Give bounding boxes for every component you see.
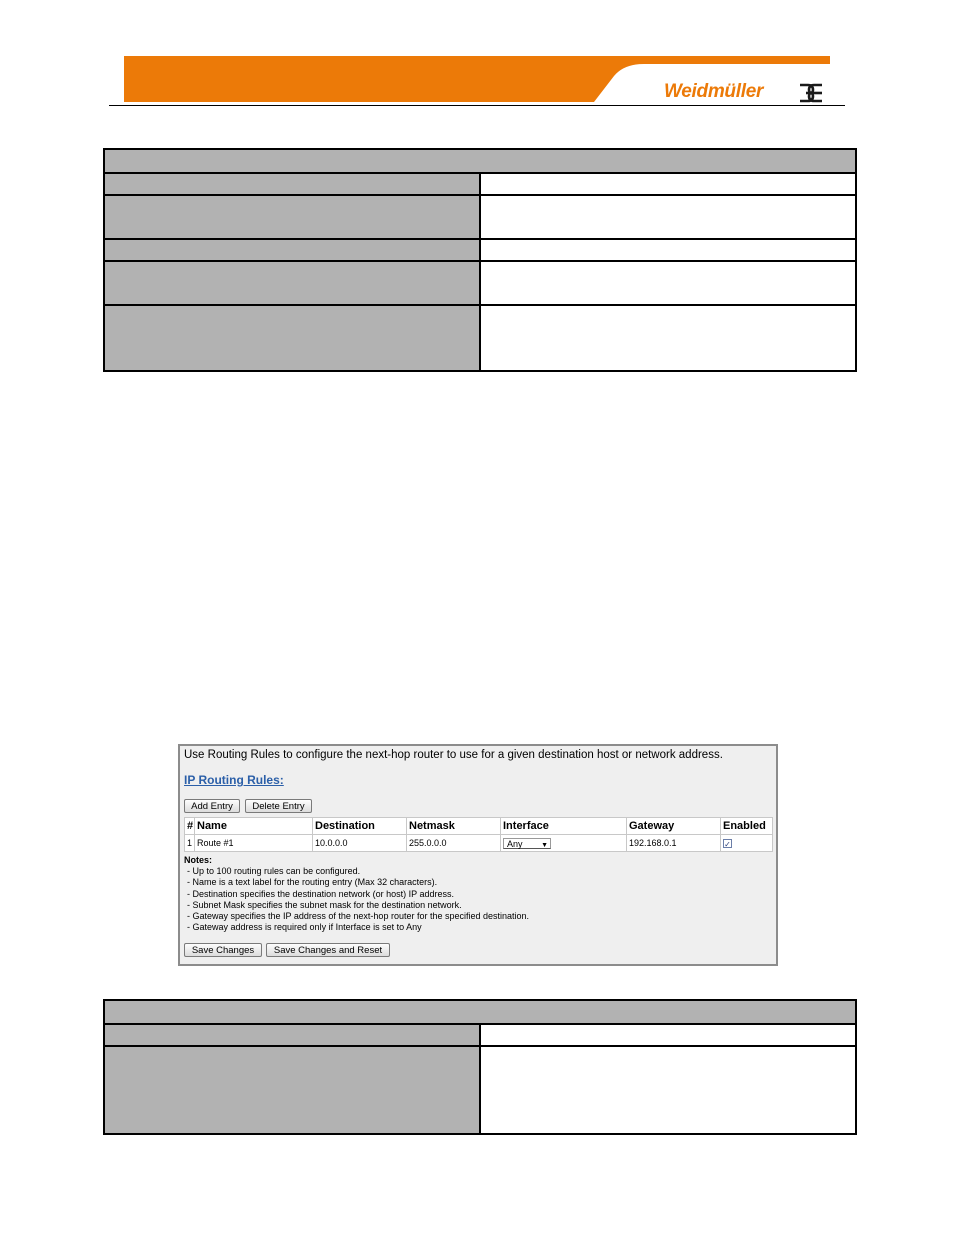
column-header-destination: Destination <box>313 818 407 835</box>
note-line: - Up to 100 routing rules can be configured. <box>187 866 361 877</box>
interface-select[interactable] <box>503 838 551 849</box>
interface-cell <box>501 835 627 852</box>
add-entry-button[interactable]: Add Entry <box>184 799 240 813</box>
row-value <box>480 1024 856 1046</box>
note-line: - Name is a text label for the routing entry (Max 32 characters). <box>187 877 438 888</box>
note-line: - Gateway address is required only if Interface is set to Any <box>187 922 422 933</box>
row-label <box>104 173 480 195</box>
table-header-row <box>185 818 773 835</box>
column-header-netmask: Netmask <box>407 818 501 835</box>
row-label <box>104 1024 480 1046</box>
enabled-cell <box>721 835 773 852</box>
row-value <box>480 261 856 305</box>
header-rule <box>109 105 845 106</box>
table-header <box>104 1000 856 1024</box>
column-header-interface: Interface <box>501 818 627 835</box>
routing-rules-screenshot <box>178 744 778 966</box>
column-header-name: Name <box>195 818 313 835</box>
table-header <box>104 149 856 173</box>
notes-title: Notes: <box>184 855 213 865</box>
notes <box>184 855 529 933</box>
row-value <box>480 305 856 371</box>
row-value <box>480 1046 856 1134</box>
column-header-enabled: Enabled <box>721 818 773 835</box>
routing-rules-table <box>184 817 773 852</box>
intro-text: Use Routing Rules to configure the next-hop router to use for a given destination host or network address. <box>184 749 723 761</box>
ip-routing-rules-link[interactable]: IP Routing Rules: <box>184 773 284 787</box>
table-row <box>185 835 773 852</box>
column-header-index: # <box>185 818 195 835</box>
row-value <box>480 239 856 261</box>
parameter-table-1 <box>103 148 857 372</box>
brand-logo-text: Weidmüller <box>664 81 764 102</box>
chevron-down-icon: ▼ <box>541 841 548 849</box>
parameter-table-2 <box>103 999 857 1135</box>
row-label <box>104 239 480 261</box>
note-line: - Gateway specifies the IP address of the next-hop router for the specified destination. <box>187 911 530 922</box>
row-label <box>104 305 480 371</box>
column-header-gateway: Gateway <box>627 818 721 835</box>
gateway-field[interactable]: 192.168.0.1 <box>627 835 721 852</box>
note-line: - Destination specifies the destination network (or host) IP address. <box>187 888 454 899</box>
save-changes-and-reset-button[interactable]: Save Changes and Reset <box>266 943 390 957</box>
row-label <box>104 1046 480 1134</box>
row-label <box>104 195 480 239</box>
destination-field[interactable]: 10.0.0.0 <box>313 835 407 852</box>
row-index: 1 <box>185 835 195 852</box>
save-changes-button[interactable]: Save Changes <box>184 943 262 957</box>
enabled-checkbox[interactable]: ✓ <box>724 840 731 850</box>
row-value <box>480 173 856 195</box>
brand-logo-icon <box>798 82 824 104</box>
row-value <box>480 195 856 239</box>
route-name-field[interactable]: Route #1 <box>195 835 313 852</box>
note-line: - Subnet Mask specifies the subnet mask for the destination network. <box>187 899 462 910</box>
delete-entry-button[interactable]: Delete Entry <box>245 799 312 813</box>
row-label <box>104 261 480 305</box>
interface-select-value: Any <box>507 838 523 849</box>
netmask-field[interactable]: 255.0.0.0 <box>407 835 501 852</box>
